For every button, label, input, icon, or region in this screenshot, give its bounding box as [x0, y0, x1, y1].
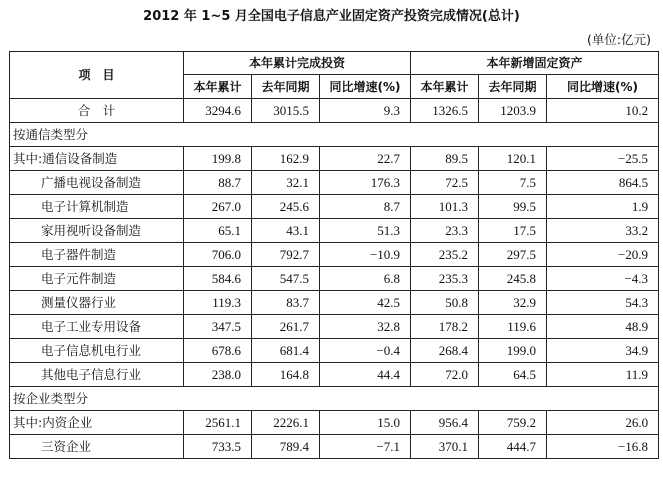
- cell-value: 268.4: [411, 339, 479, 363]
- cell-value: 3294.6: [184, 99, 252, 123]
- cell-value: 370.1: [411, 435, 479, 459]
- investment-table: [9, 51, 659, 459]
- cell-value: 235.3: [411, 267, 479, 291]
- cell-value: 32.8: [320, 315, 411, 339]
- cell-value: 8.7: [320, 195, 411, 219]
- cell-value: 48.9: [547, 315, 659, 339]
- row-label: 电子工业专用设备: [10, 315, 184, 339]
- cell-value: 120.1: [479, 147, 547, 171]
- cell-value: 72.0: [411, 363, 479, 387]
- table-row: [10, 411, 659, 435]
- cell-value: 11.9: [547, 363, 659, 387]
- row-label: 其中:通信设备制造: [10, 147, 184, 171]
- table-row: [10, 195, 659, 219]
- cell-value: 681.4: [252, 339, 320, 363]
- cell-value: 26.0: [547, 411, 659, 435]
- cell-value: 101.3: [411, 195, 479, 219]
- col-header: 同比增速(%): [320, 75, 411, 99]
- cell-value: −0.4: [320, 339, 411, 363]
- table-row: [10, 147, 659, 171]
- row-label: 合 计: [10, 99, 184, 123]
- cell-value: 43.1: [252, 219, 320, 243]
- table-row: [10, 267, 659, 291]
- cell-value: 23.3: [411, 219, 479, 243]
- cell-value: 1326.5: [411, 99, 479, 123]
- table-row: [10, 339, 659, 363]
- cell-value: 32.1: [252, 171, 320, 195]
- cell-value: 347.5: [184, 315, 252, 339]
- cell-value: 162.9: [252, 147, 320, 171]
- cell-value: 3015.5: [252, 99, 320, 123]
- cell-value: 245.8: [479, 267, 547, 291]
- cell-value: 54.3: [547, 291, 659, 315]
- section-label: 按通信类型分: [10, 123, 659, 147]
- page-title: 2012 年 1~5 月全国电子信息产业固定资产投资完成情况(总计): [143, 9, 520, 24]
- cell-value: 22.7: [320, 147, 411, 171]
- cell-value: 89.5: [411, 147, 479, 171]
- section-label: 按企业类型分: [10, 387, 659, 411]
- cell-value: 51.3: [320, 219, 411, 243]
- cell-value: 88.7: [184, 171, 252, 195]
- cell-value: 10.2: [547, 99, 659, 123]
- cell-value: 33.2: [547, 219, 659, 243]
- total-row: [10, 99, 659, 123]
- cell-value: 99.5: [479, 195, 547, 219]
- cell-value: 72.5: [411, 171, 479, 195]
- row-label: 广播电视设备制造: [10, 171, 184, 195]
- cell-value: 65.1: [184, 219, 252, 243]
- cell-value: 706.0: [184, 243, 252, 267]
- cell-value: 547.5: [252, 267, 320, 291]
- unit-label: (单位:亿元): [587, 32, 651, 47]
- row-label: 测量仪器行业: [10, 291, 184, 315]
- row-label: 电子器件制造: [10, 243, 184, 267]
- cell-value: 2561.1: [184, 411, 252, 435]
- table-row: [10, 363, 659, 387]
- cell-value: 34.9: [547, 339, 659, 363]
- table-row: [10, 315, 659, 339]
- cell-value: 176.3: [320, 171, 411, 195]
- cell-value: 119.3: [184, 291, 252, 315]
- table-row: [10, 291, 659, 315]
- cell-value: 164.8: [252, 363, 320, 387]
- cell-value: 119.6: [479, 315, 547, 339]
- cell-value: 792.7: [252, 243, 320, 267]
- cell-value: 6.8: [320, 267, 411, 291]
- table-row: [10, 171, 659, 195]
- cell-value: 199.8: [184, 147, 252, 171]
- col-header: 去年同期: [252, 75, 320, 99]
- cell-value: 789.4: [252, 435, 320, 459]
- cell-value: 733.5: [184, 435, 252, 459]
- cell-value: −7.1: [320, 435, 411, 459]
- cell-value: 7.5: [479, 171, 547, 195]
- cell-value: 50.8: [411, 291, 479, 315]
- table-row: [10, 243, 659, 267]
- cell-value: −10.9: [320, 243, 411, 267]
- cell-value: 267.0: [184, 195, 252, 219]
- cell-value: 678.6: [184, 339, 252, 363]
- cell-value: 759.2: [479, 411, 547, 435]
- cell-value: 245.6: [252, 195, 320, 219]
- header-item: 项 目: [10, 52, 184, 99]
- cell-value: −16.8: [547, 435, 659, 459]
- section-row: [10, 387, 659, 411]
- row-label: 其中:内资企业: [10, 411, 184, 435]
- cell-value: 17.5: [479, 219, 547, 243]
- cell-value: 238.0: [184, 363, 252, 387]
- cell-value: 864.5: [547, 171, 659, 195]
- row-label: 电子元件制造: [10, 267, 184, 291]
- cell-value: 178.2: [411, 315, 479, 339]
- cell-value: 297.5: [479, 243, 547, 267]
- cell-value: 584.6: [184, 267, 252, 291]
- col-header: 同比增速(%): [547, 75, 659, 99]
- cell-value: 2226.1: [252, 411, 320, 435]
- cell-value: 261.7: [252, 315, 320, 339]
- table-row: [10, 435, 659, 459]
- table-row: [10, 219, 659, 243]
- row-label: 电子计算机制造: [10, 195, 184, 219]
- row-label: 家用视听设备制造: [10, 219, 184, 243]
- cell-value: −25.5: [547, 147, 659, 171]
- cell-value: 956.4: [411, 411, 479, 435]
- cell-value: 1.9: [547, 195, 659, 219]
- cell-value: 42.5: [320, 291, 411, 315]
- header-group-new-assets: 本年新增固定资产: [411, 52, 659, 75]
- cell-value: 444.7: [479, 435, 547, 459]
- cell-value: 64.5: [479, 363, 547, 387]
- row-label: 其他电子信息行业: [10, 363, 184, 387]
- cell-value: 15.0: [320, 411, 411, 435]
- cell-value: 32.9: [479, 291, 547, 315]
- cell-value: 235.2: [411, 243, 479, 267]
- cell-value: −20.9: [547, 243, 659, 267]
- header-group-investment: 本年累计完成投资: [184, 52, 411, 75]
- col-header: 本年累计: [184, 75, 252, 99]
- cell-value: 9.3: [320, 99, 411, 123]
- cell-value: −4.3: [547, 267, 659, 291]
- col-header: 本年累计: [411, 75, 479, 99]
- col-header: 去年同期: [479, 75, 547, 99]
- section-row: [10, 123, 659, 147]
- table-body: [10, 99, 659, 459]
- cell-value: 44.4: [320, 363, 411, 387]
- cell-value: 83.7: [252, 291, 320, 315]
- cell-value: 1203.9: [479, 99, 547, 123]
- row-label: 三资企业: [10, 435, 184, 459]
- cell-value: 199.0: [479, 339, 547, 363]
- row-label: 电子信息机电行业: [10, 339, 184, 363]
